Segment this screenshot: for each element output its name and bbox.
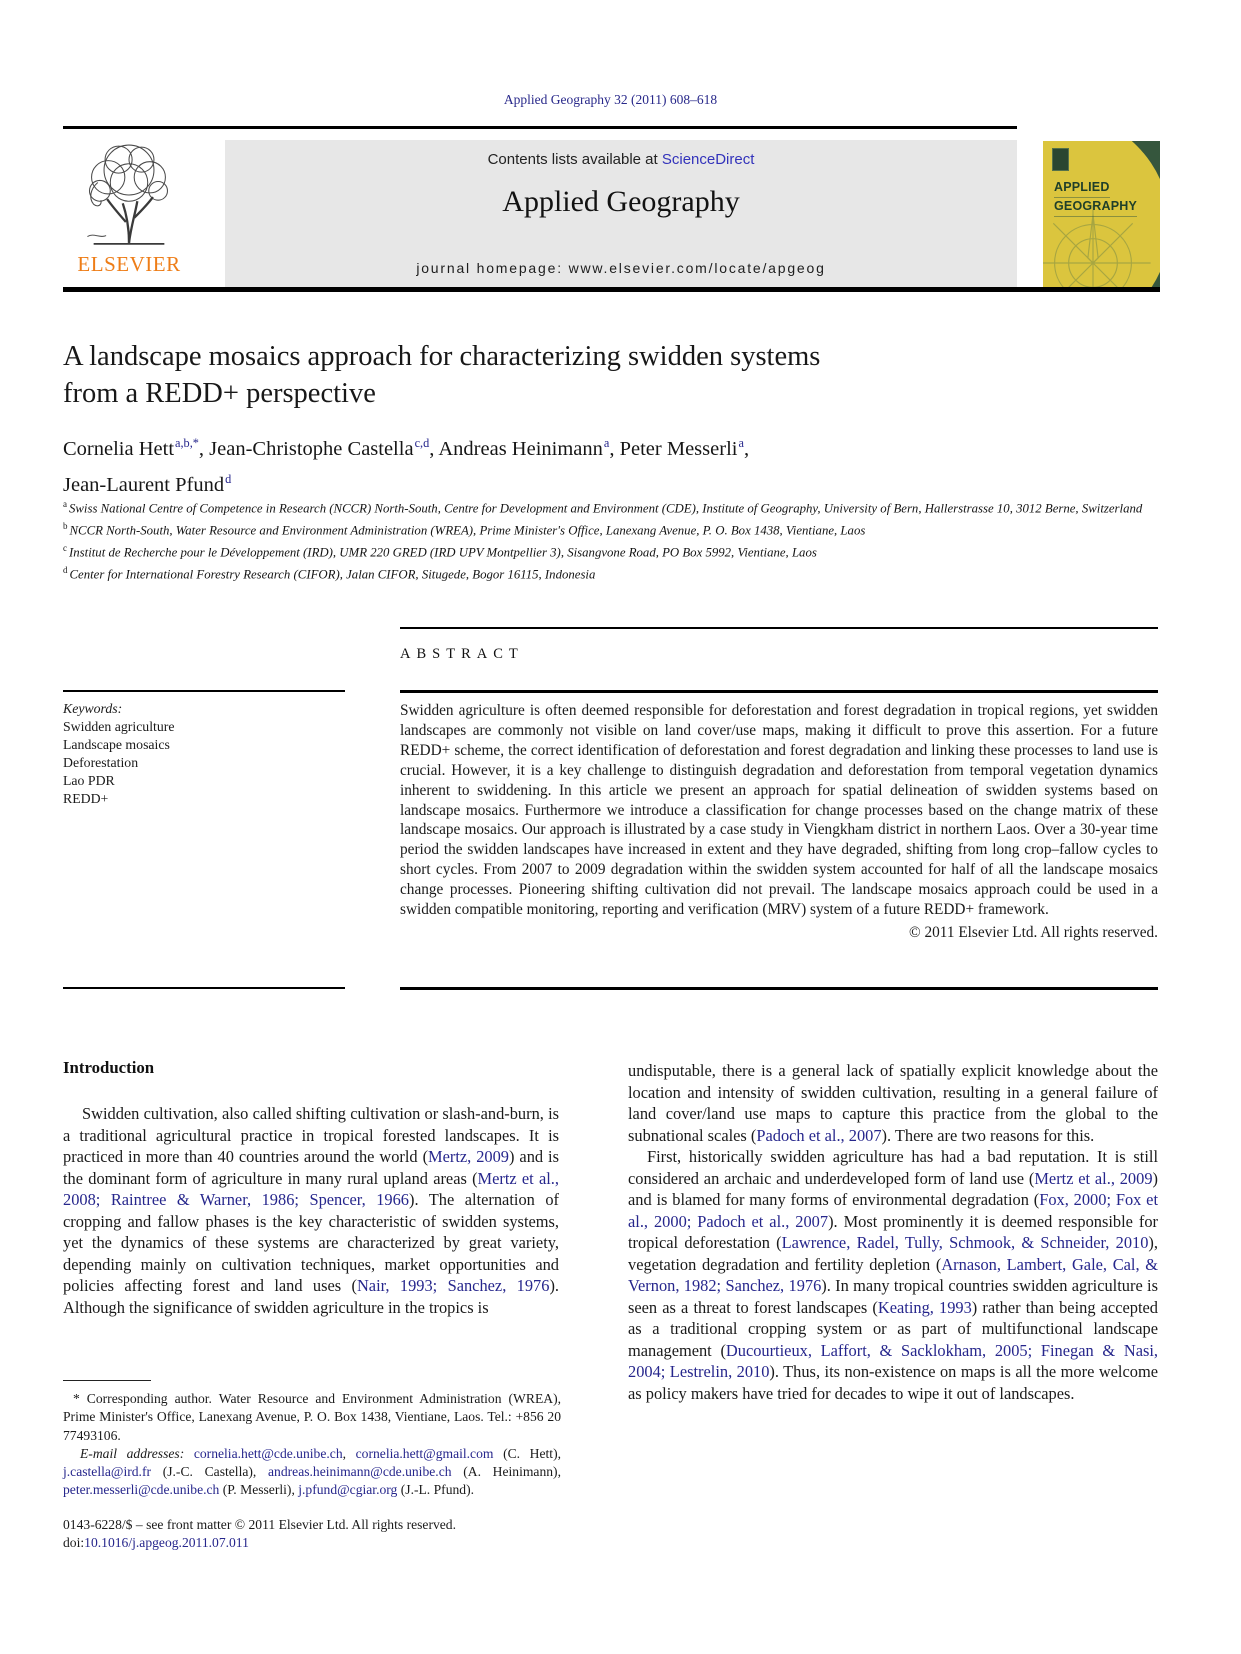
abstract-text: Swidden agriculture is often deemed responsible for deforestation and forest degradation in tropical regions, yet swidden landscapes are commonly not visible on land cover/use maps, making it difficult to prove this assertion. For a future REDD+ scheme, the correct identification of deforestation and forest degradation and linking these processes to land use is crucial. However, it is a key challenge to distinguish degradation and deforestation from temporal vegetation dynamics inherent to swiddening. In this article we present an approach for spatial delineation of swidden systems based on landscape mosaics. Furthermore we introduce a classification for change processes based on the change matrix of these landscape mosaics. Our approach is illustrated by a case study in Viengkham district in northern Laos. Over a 30-year time period the swidden landscapes have increased in extent and they have degraded, shifting from long crop–fallow cycles to short cycles. From 2007 to 2009 degradation within the swidden system accounted for half of all the landscape mosaics change processes. Pioneering shifting cultivation did not prevail. The landscape mosaics approach could be used in a swidden compatible monitoring, reporting and verification (MRV) system of a future REDD+ framework. <box>400 702 1158 919</box>
intro-right-column <box>628 1060 1158 1404</box>
journal-title: Applied Geography <box>502 185 740 218</box>
issn-copyright-line: 0143-6228/$ – see front matter © 2011 Elsevier Ltd. All rights reserved. <box>63 1517 457 1532</box>
text-link[interactable]: Nair, 1993; Sanchez, 1976 <box>356 1276 550 1295</box>
affiliation-b <box>63 518 1163 540</box>
section-heading-introduction: Introduction <box>63 1058 155 1077</box>
text-link[interactable]: Mertz et al., 2008; Raintree & Warner, 1986; Spencer, 1966 <box>63 1168 559 1209</box>
footnote-divider <box>63 1380 151 1381</box>
affiliations <box>63 496 1163 583</box>
text-link[interactable]: Fox, 2000; Fox et al., 2000; Padoch et al., 2007 <box>628 1190 1158 1231</box>
cover-title-line1: APPLIED <box>1054 179 1110 198</box>
keywords-top-divider <box>63 690 345 692</box>
elsevier-logo <box>63 140 195 287</box>
footnote-block <box>63 1390 561 1500</box>
header-top-divider <box>63 126 1017 129</box>
text-link[interactable]: Ducourtieux, Laffort, & Sacklokham, 2005; Finegan & Nasi, 2004; Lestrelin, 2010 <box>628 1340 1158 1381</box>
text-link[interactable]: Lawrence, Radel, Tully, Schmook, & Schneider, 2010 <box>781 1233 1149 1252</box>
abstract-bottom-divider <box>400 987 1158 990</box>
author-list: Cornelia Hett$^{a,b,*}$, Jean-Christophe Castella$^{c,d}$, Andreas Heinimann$^a$, Peter Messerli$^a$, Jean-Laurent Pfund$^d$ <box>63 436 750 496</box>
contents-lists-line[interactable]: Contents lists available at ScienceDirect <box>487 151 755 168</box>
corresponding-author-note: * Corresponding author. Water Resource and Environment Administration (WREA), Prime Minister's Office, Lanexang Avenue, P. O. Box 1438, Vientiane, Laos. Tel.: +856 20 77493106. <box>63 1391 561 1443</box>
affiliation-text: Swiss National Centre of Competence in Research (NCCR) North-South, Centre for Development and Environment (CDE), Institute of Geography, University of Bern, Hallerstrasse 10, 3012 Berne, Switzerland <box>69 501 1143 516</box>
doi-line: doi:10.1016/j.apgeog.2011.07.011 <box>63 1535 249 1551</box>
affiliation-text: Center for International Forestry Research (CIFOR), Jalan CIFOR, Situgede, Bogor 16115, Indonesia <box>69 566 596 581</box>
header-bottom-divider <box>63 287 1160 292</box>
keywords-block <box>63 700 345 808</box>
keyword-item: Landscape mosaics <box>63 737 170 752</box>
affiliation-marker: c <box>63 542 67 553</box>
text-link[interactable]: j.pfund@cgiar.org <box>298 1482 398 1498</box>
abstract-body <box>400 701 1158 943</box>
email-addresses-note: E-mail addresses: cornelia.hett@cde.unibe.ch, cornelia.hett@gmail.com (C. Hett), j.castella@ird.fr (J.-C. Castella), andreas.heinimann@cde.unibe.ch (A. Heinimann), peter.messerli@cde.unibe.ch (P. Messerli), j.pfund@cgiar.org (J.-L. Pfund). <box>63 1445 561 1498</box>
text-link[interactable]: j.castella@ird.fr <box>63 1464 152 1480</box>
keyword-item: Deforestation <box>63 755 139 770</box>
text-link[interactable]: Keating, 1993 <box>877 1297 972 1317</box>
keywords-bottom-divider <box>63 987 345 989</box>
text-link[interactable]: Mertz et al., 2009 <box>1034 1168 1153 1188</box>
text-link[interactable]: andreas.heinimann@cde.unibe.ch <box>268 1464 452 1480</box>
elsevier-wordmark: ELSEVIER <box>77 252 181 276</box>
abstract-top-divider <box>400 627 1158 629</box>
keywords-label: Keywords: <box>63 701 123 716</box>
article-title <box>63 338 1083 412</box>
intro-paragraph: First, historically swidden agriculture has had a bad reputation. It is still considered an archaic and underdeveloped form of land use (Mertz et al., 2009) and is blamed for many forms of environmental degradation (Fox, 2000; Fox et al., 2000; Padoch et al., 2007). Most prominently it is deemed responsible for tropical deforestation (Lawrence, Radel, Tully, Schmook, & Schneider, 2010), vegetation degradation and fertility depletion (Arnason, Lambert, Gale, Cal, & Vernon, 1982; Sanchez, 1976). In many tropical countries swidden agriculture is seen as a threat to forest landscapes (Keating, 1993) rather than being accepted as a traditional cropping system or as part of multifunctional landscape management (Ducourtieux, Laffort, & Sacklokham, 2005; Finegan & Nasi, 2004; Lestrelin, 2010). Thus, its non-existence on maps is all the more welcome as policy makers have tried for decades to wipe it out of landscapes. <box>628 1147 1158 1403</box>
text-link[interactable]: Arnason, Lambert, Gale, Cal, & Vernon, 1982; Sanchez, 1976 <box>628 1254 1158 1295</box>
article-title-line1: A landscape mosaics approach for characterizing swidden systems <box>63 341 821 372</box>
affiliation-marker: a <box>63 499 67 509</box>
abstract-heading: ABSTRACT <box>400 646 524 662</box>
keyword-item: Swidden agriculture <box>63 719 175 734</box>
text-link[interactable]: Mertz, 2009 <box>428 1147 510 1166</box>
journal-citation-header: Applied Geography 32 (2011) 608–618 <box>503 92 718 107</box>
affiliation-text: NCCR North-South, Water Resource and Environment Administration (WREA), Prime Minister's Office, Lanexang Avenue, P. O. Box 1438, Vientiane, Laos <box>69 523 866 538</box>
intro-paragraph: undisputable, there is a general lack of spatially explicit knowledge about the location and intensity of swidden cultivation, resulting in a general failure of land cover/land use maps to capture this practice from the global to the subnational scales (Padoch et al., 2007). There are two reasons for this. <box>628 1061 1158 1145</box>
intro-paragraph: Swidden cultivation, also called shifting cultivation or slash-and-burn, is a traditional agricultural practice in tropical forested landscapes. It is practiced in more than 40 countries around the world (Mertz, 2009) and is the dominant form of agriculture in many rural upland areas (Mertz et al., 2008; Raintree & Warner, 1986; Spencer, 1966). The alternation of cropping and fallow phases is the key characteristic of swidden systems, yet the dynamics of these systems are characterized by great variety, depending mainly on cultivation techniques, market opportunities and policies affecting forest and land uses (Nair, 1993; Sanchez, 1976). Although the significance of swidden agriculture in the tropics is <box>63 1104 559 1317</box>
elsevier-tree-icon <box>63 140 195 251</box>
text-link[interactable]: Padoch et al., 2007 <box>756 1125 882 1145</box>
text-link[interactable]: 10.1016/j.apgeog.2011.07.011 <box>84 1535 249 1551</box>
journal-banner <box>225 140 1017 288</box>
text-link[interactable]: cornelia.hett@gmail.com <box>355 1445 494 1461</box>
text-link[interactable]: cornelia.hett@cde.unibe.ch <box>193 1445 343 1461</box>
affiliation-text: Institut de Recherche pour le Développement (IRD), UMR 220 GRED (IRD UPV Montpellier 3), Sisangvone Road, PO Box 5992, Vientiane, Laos <box>69 544 817 559</box>
page-footer <box>63 1516 603 1553</box>
affiliation-d <box>63 562 1163 584</box>
keyword-item: Lao PDR <box>63 773 115 788</box>
text-link[interactable]: ScienceDirect <box>661 151 755 168</box>
keyword-item: REDD+ <box>63 791 109 806</box>
abstract-heading-divider <box>400 690 1158 693</box>
affiliation-marker: d <box>63 564 68 575</box>
text-link[interactable]: peter.messerli@cde.unibe.ch <box>63 1482 220 1498</box>
copyright-line: © 2011 Elsevier Ltd. All rights reserved. <box>909 923 1158 941</box>
journal-cover-thumbnail <box>1043 141 1160 287</box>
cover-title-line2: GEOGRAPHY <box>1054 198 1137 217</box>
affiliation-a <box>63 496 1163 518</box>
journal-homepage-link[interactable]: journal homepage: www.elsevier.com/locate/apgeog <box>416 260 826 276</box>
affiliation-c <box>63 540 1163 562</box>
cover-publisher-emblem <box>1052 148 1069 171</box>
intro-left-column <box>63 1103 559 1318</box>
article-title-line2: from a REDD+ perspective <box>63 378 376 409</box>
affiliation-marker: b <box>63 520 68 531</box>
